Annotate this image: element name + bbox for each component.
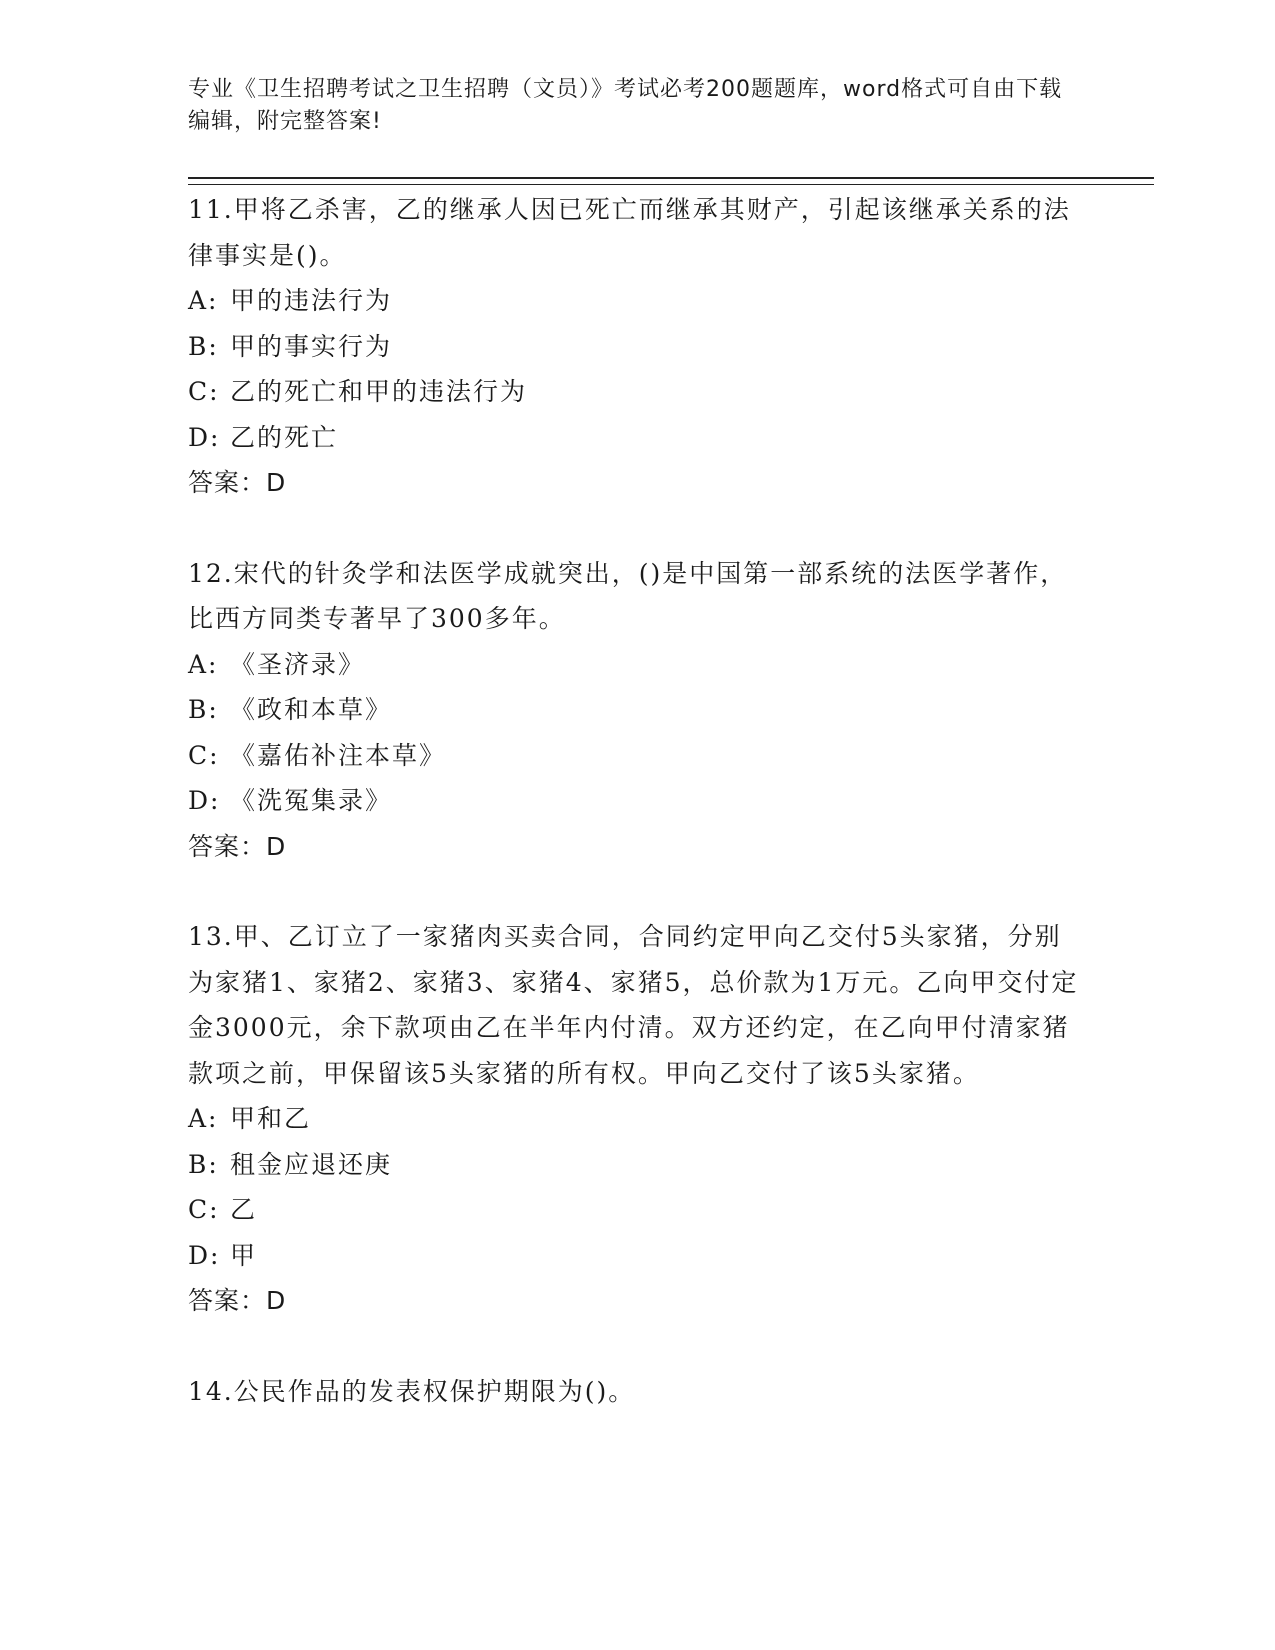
option-text: 甲的事实行为 xyxy=(230,331,393,361)
option-d xyxy=(188,1233,1088,1279)
option-d xyxy=(188,778,1088,824)
document-header: 专业《卫生招聘考试之卫生招聘（文员）》考试必考200题题库，word格式可自由下载编辑，附完整答案! xyxy=(188,77,1063,134)
option-text: 乙的死亡 xyxy=(230,422,339,452)
option-a xyxy=(188,642,1088,688)
question-11 xyxy=(188,187,1088,506)
option-b xyxy=(188,324,1088,370)
option-text: 甲和乙 xyxy=(230,1104,312,1133)
option-letter: C: xyxy=(188,1195,220,1224)
question-12 xyxy=(188,551,1088,870)
option-letter: A: xyxy=(188,286,219,315)
option-letter: A: xyxy=(188,649,219,679)
option-a xyxy=(188,278,1088,324)
answer-line: 答案：D xyxy=(188,831,287,861)
question-14 xyxy=(188,1369,1088,1415)
option-letter: A: xyxy=(188,1104,219,1133)
option-c xyxy=(188,1187,1088,1233)
option-letter: B: xyxy=(188,695,219,724)
option-letter: C: xyxy=(188,740,220,770)
answer-line: 答案：D xyxy=(188,468,287,497)
option-letter: B: xyxy=(188,331,219,361)
question-text: 14.公民作品的发表权保护期限为()。 xyxy=(188,1376,636,1406)
option-letter: B: xyxy=(188,1149,219,1179)
question-text: 11.甲将乙杀害，乙的继承人因已死亡而继承其财产，引起该继承关系的法律事实是()。 xyxy=(188,195,1071,270)
option-c xyxy=(188,369,1088,415)
option-d xyxy=(188,415,1088,461)
option-text: 《政和本草》 xyxy=(230,695,393,724)
option-text: 乙 xyxy=(230,1195,258,1224)
question-list xyxy=(188,187,1088,1459)
question-text: 12.宋代的针灸学和法医学成就突出，()是中国第一部系统的法医学著作，比西方同类专著早了300多年。 xyxy=(188,558,1068,633)
option-letter: D: xyxy=(188,1240,221,1270)
option-text: 《洗冤集录》 xyxy=(230,786,393,815)
option-a xyxy=(188,1096,1088,1142)
question-13 xyxy=(188,914,1088,1324)
option-text: 租金应退还庚 xyxy=(230,1149,393,1179)
option-letter: C: xyxy=(188,377,220,406)
option-text: 乙的死亡和甲的违法行为 xyxy=(230,377,528,406)
option-letter: D: xyxy=(188,422,221,452)
question-text: 13.甲、乙订立了一家猪肉买卖合同，合同约定甲向乙交付5头家猪，分别为家猪1、家猪2、家猪3、家猪4、家猪5，总价款为1万元。乙向甲交付定金3000元，余下款项由乙在半年内付清。双方还约定，在乙向甲付清家猪款项之前，甲保留该5头家猪的所有权。甲向乙交付了该5头家猪。 xyxy=(188,922,1079,1088)
option-b xyxy=(188,687,1088,733)
header-divider xyxy=(188,177,1154,185)
option-b xyxy=(188,1142,1088,1188)
option-text: 《圣济录》 xyxy=(230,649,366,679)
option-c xyxy=(188,733,1088,779)
option-text: 甲的违法行为 xyxy=(230,286,393,315)
option-letter: D: xyxy=(188,786,221,815)
option-text: 《嘉佑补注本草》 xyxy=(230,740,447,770)
option-text: 甲 xyxy=(230,1240,258,1270)
answer-line: 答案：D xyxy=(188,1286,287,1315)
